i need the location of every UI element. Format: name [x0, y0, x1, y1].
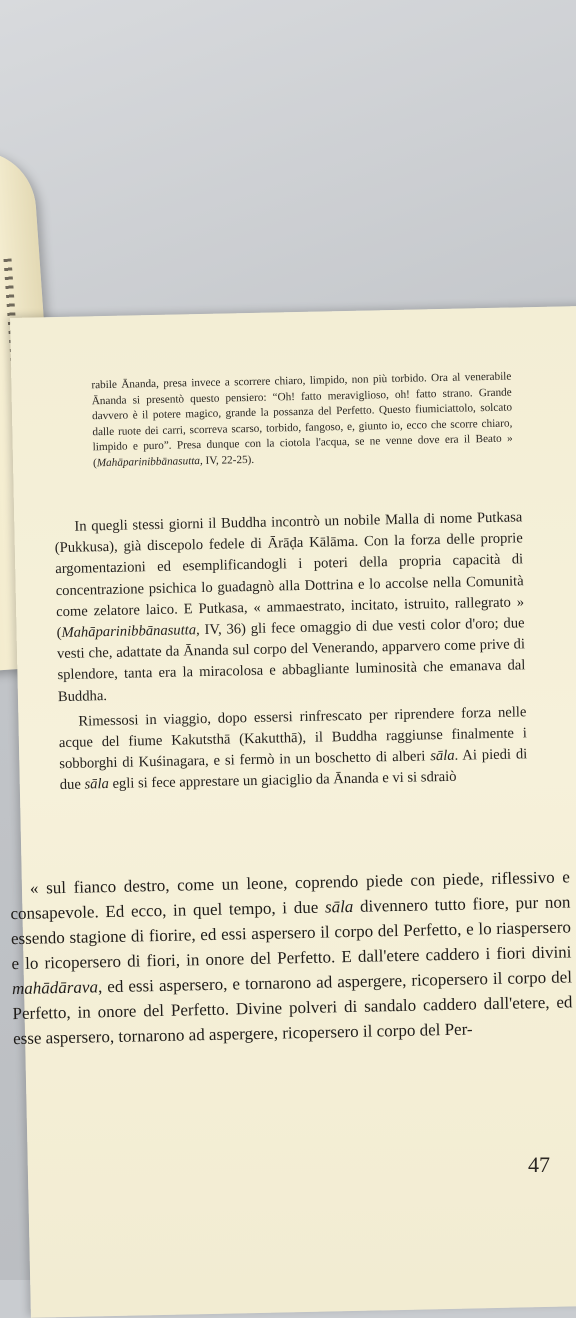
paragraph-2 — [58, 702, 528, 797]
quote-top-reference: IV, 22-25). — [202, 453, 255, 467]
page-number: 47 — [528, 1152, 550, 1177]
quote-top-text: rabile Ānanda, presa invece a scorrere chiaro, limpido, non più torbido. Ora al venerabile Ānanda si presentò questo pensiero: “Oh! fatto meraviglioso, oh! fatto strano. Grande davvero è il potere magico, grande la possanza del Perfetto. Questo fiumiciattolo, solcato dalle ruote dei carri, scorreva scarso, torbido, fangoso, e, giunto io, ecco che scorre chiaro, limpido e puro”. Presa dunque con la ciotola l'acqua, se ne venne dove era il Beato » ( — [91, 370, 513, 469]
quote-top-source: Mahāparinibbānasutta, — [96, 454, 203, 469]
block-quote-top — [91, 370, 513, 472]
paragraph-1-part-1: In quegli stessi giorni il Buddha incontrò un nobile Malla di nome Putkasa (Pukkusa), già discepolo fedele di Ārāḍa Kālāma. Con la forza delle proprie argomentazioni ed esemplificandogli i poteri della propria capacità di concentrazione psichica lo guadagnò alla Dottrina e lo accolse nella Comunità come zelatore laico. E Putkasa, « ammaestrato, incitato, istruito, rallegrato » ( — [54, 509, 525, 642]
paragraph-2-part-3: egli si fece apprestare un giaciglio da Ānanda e vi si sdraiò — [108, 769, 457, 793]
paragraph-2-sala-1: sāla — [430, 748, 455, 765]
paragraph-1 — [54, 507, 526, 708]
paragraph-1-source: Mahāparinibbānasutta, — [61, 622, 200, 642]
quote-bottom-sala: sāla — [324, 896, 354, 917]
quote-bottom-part-2: divennero tutto fiore, pur non essendo stagione di fiorire, ed essi aspersero il corpo del Perfetto, e lo riaspersero e lo ricopersero di fiori, in onore del Perfetto. E dall'etere caddero i fiori divini — [10, 892, 572, 974]
paragraph-2-part-2: . Ai piedi di due — [59, 746, 528, 794]
block-quote-top-text — [91, 370, 513, 472]
book-page — [10, 305, 576, 1317]
quote-bottom-part-3: , ed essi aspersero, e tornarono ad aspergere, ricopersero il corpo del Perfetto, in onore del Perfetto. Divine polveri di sandalo caddero dall'etere, ed esse aspersero, tornarono ad aspergere, ricopersero il corpo del Per- — [12, 967, 573, 1049]
block-quote-bottom — [10, 864, 574, 1051]
quote-bottom-part-1: « sul fianco destro, come un leone, coprendo piede con piede, riflessivo e consapevole. Ed ecco, in quel tempo, i due — [10, 867, 571, 924]
block-quote-bottom-text — [10, 864, 574, 1051]
paragraph-2-sala-2: sāla — [84, 776, 110, 793]
quote-bottom-mandarava: mahādārava — [11, 977, 99, 999]
body-text — [54, 507, 528, 796]
paragraph-1-part-2: IV, 36) gli fece omaggio di due vesti color d'oro; due vesti che, adattate da Ānanda sul corpo del Venerando, apparvero come prive di splendore, tanta era la miracolosa e abbagliante luminosità che emanava dal Buddha. — [56, 615, 526, 705]
paragraph-2-part-1: Rimessosi in viaggio, dopo essersi rinfrescato per riprendere forza nelle acque del fiume Kakutsthā (Kakutthā), il Buddha raggiunse finalmente i sobborghi di Kuśinagara, e si fermò in un boschetto di alberi — [58, 704, 527, 773]
